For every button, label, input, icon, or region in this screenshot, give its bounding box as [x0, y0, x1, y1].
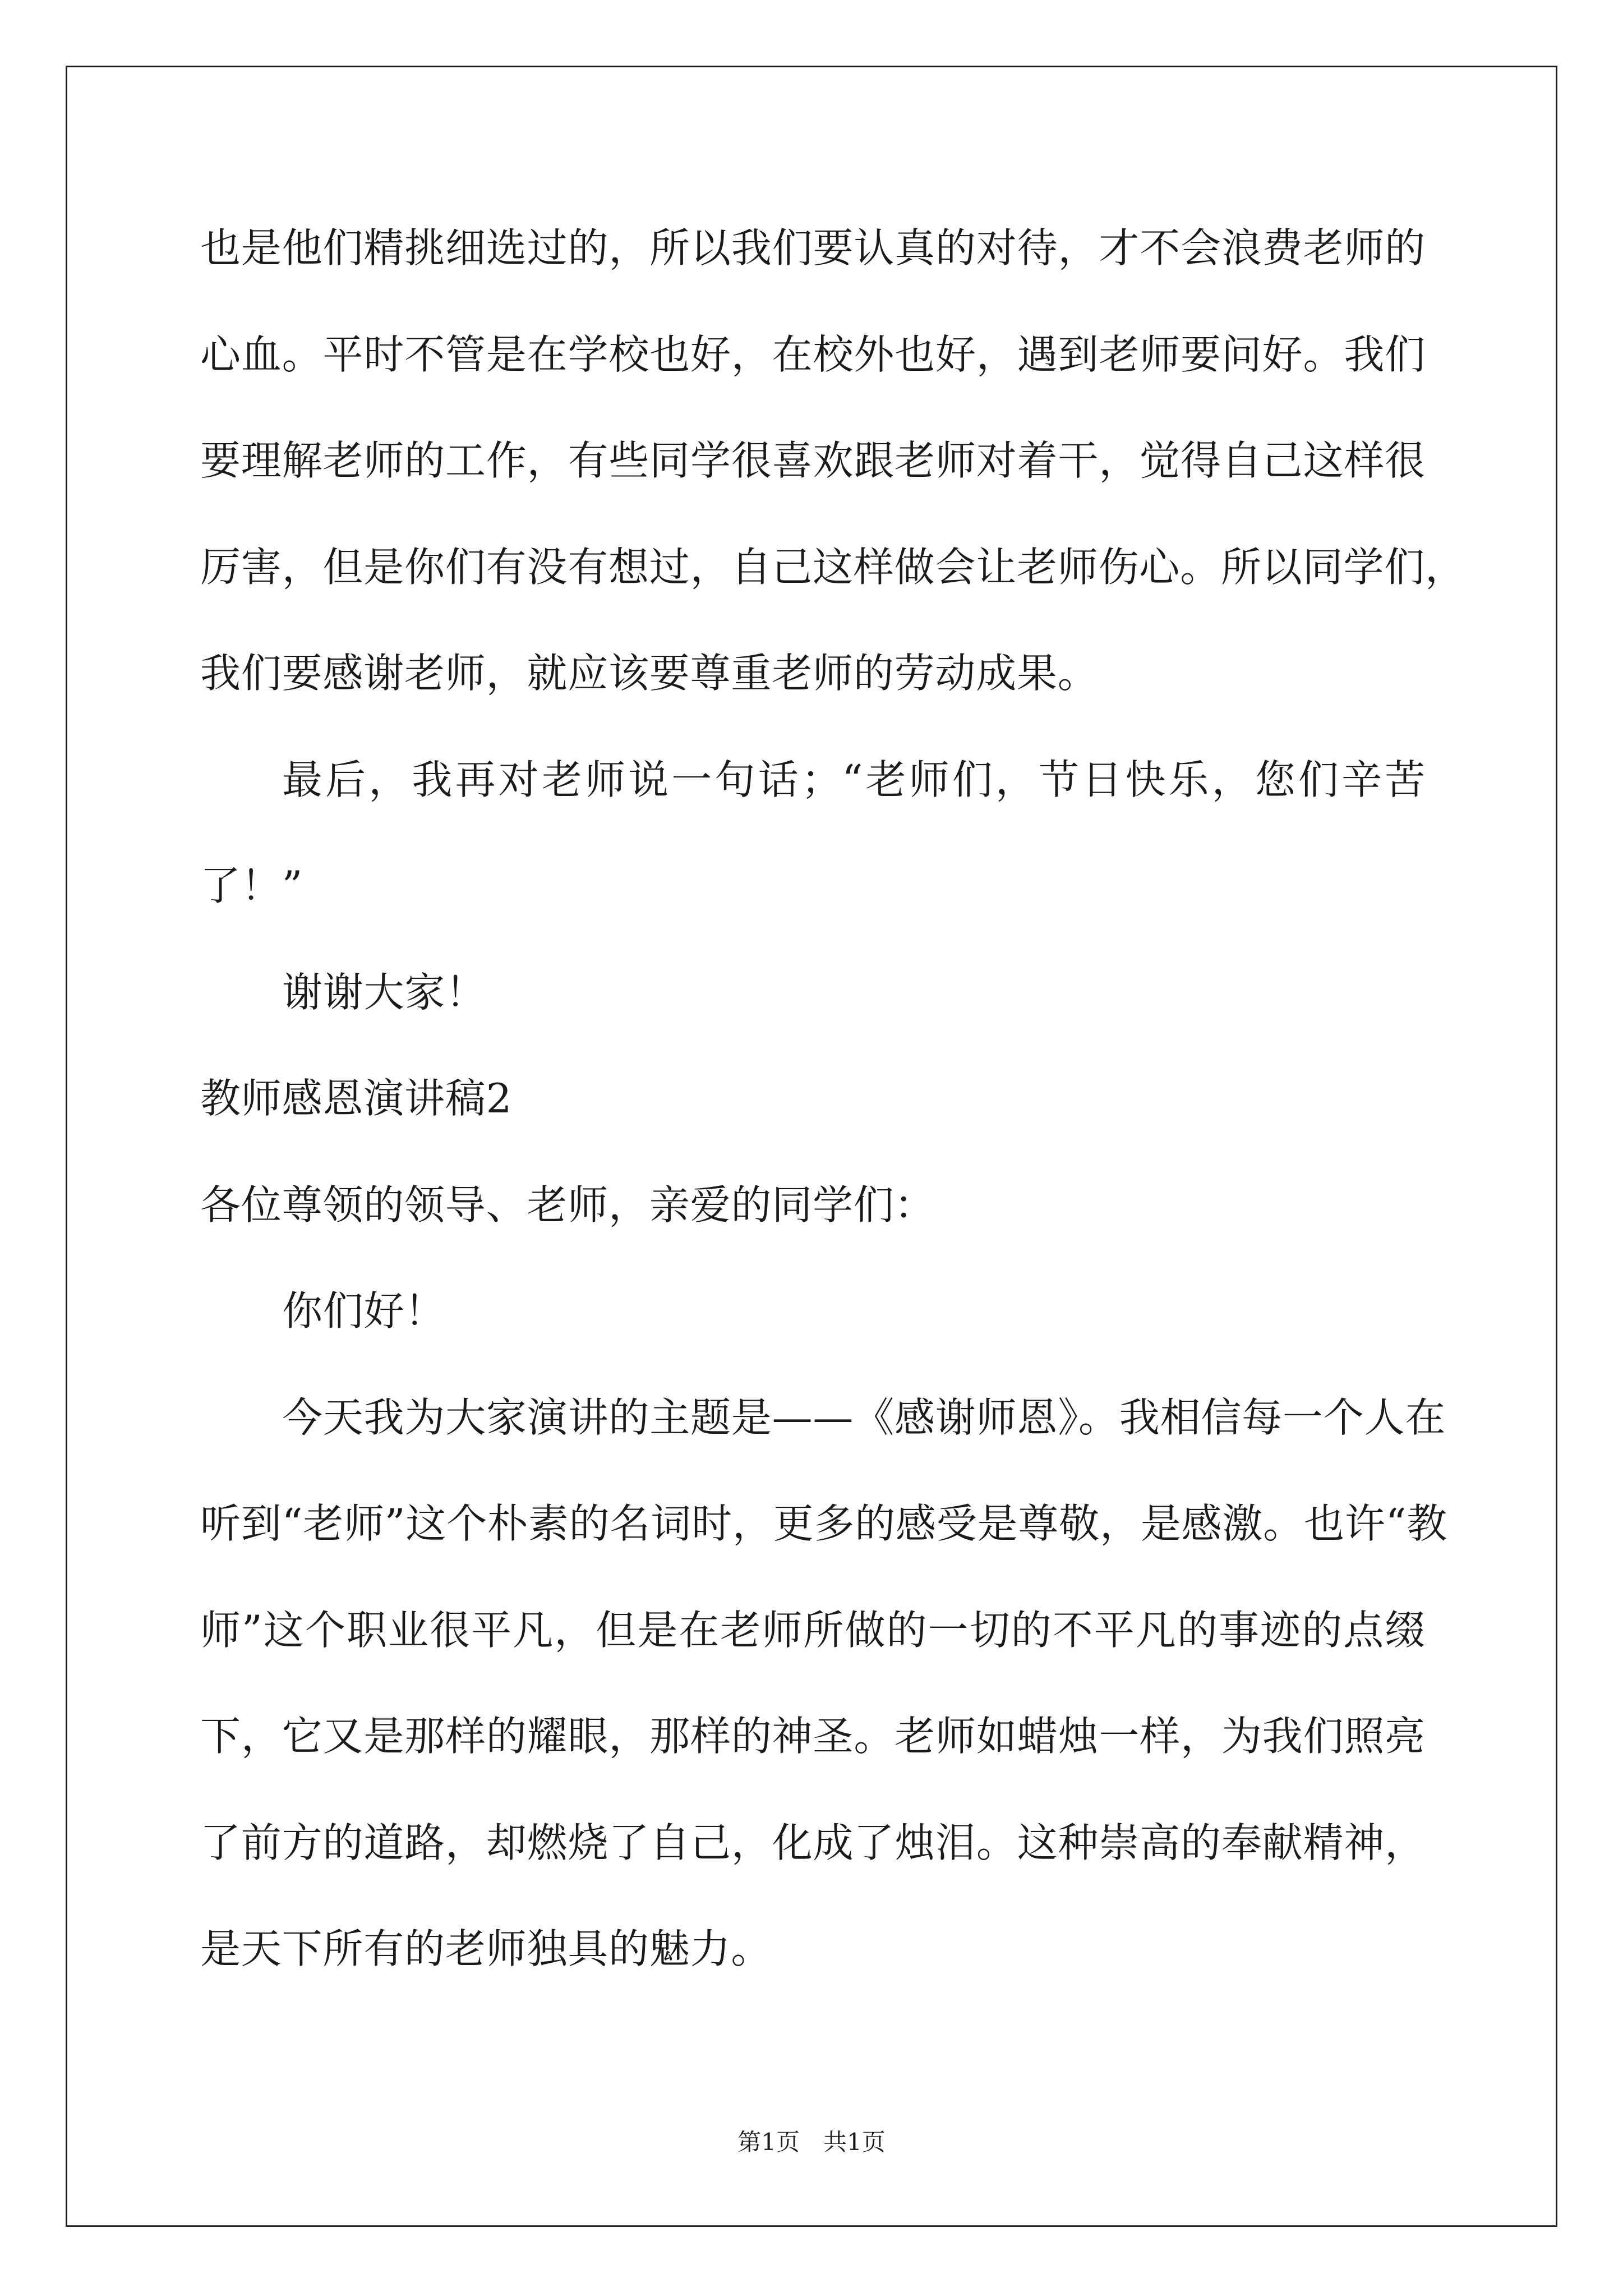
paragraph-line: 师”这个职业很平凡，但是在老师所做的一切的不平凡的事迹的点缀 — [200, 1606, 1426, 1654]
paragraph-line: 我们要感谢老师，就应该要尊重老师的劳动成果。 — [200, 650, 1099, 697]
page-number-total: 共1页 — [823, 2128, 886, 2156]
salutation: 各位尊领的领导、老师，亲爱的同学们： — [200, 1181, 935, 1228]
paragraph-line: 要理解老师的工作，有些同学很喜欢跟老师对着干，觉得自己这样很 — [200, 437, 1426, 484]
page-footer — [0, 2128, 1623, 2156]
paragraph-line: 下，它又是那样的耀眼，那样的神圣。老师如蜡烛一样，为我们照亮 — [200, 1713, 1426, 1760]
paragraph-line: 是天下所有的老师独具的魅力。 — [200, 1925, 772, 1972]
paragraph-line: 听到“老师”这个朴素的名词时，更多的感受是尊敬，是感激。也许“教 — [200, 1500, 1448, 1547]
page-number-current: 第1页 — [737, 2128, 800, 2156]
greeting: 你们好！ — [282, 1287, 446, 1335]
thanks-line: 谢谢大家！ — [282, 968, 487, 1016]
section-title: 教师感恩演讲稿2 — [200, 1075, 513, 1122]
paragraph-line: 了！” — [200, 862, 303, 909]
paragraph-line: 了前方的道路，却燃烧了自己，化成了烛泪。这种崇高的奉献精神， — [200, 1819, 1426, 1866]
paragraph-line: 心血。平时不管是在学校也好，在校外也好，遇到老师要问好。我们 — [200, 330, 1426, 378]
paragraph-line: 也是他们精挑细选过的，所以我们要认真的对待，才不会浪费老师的 — [200, 224, 1426, 272]
paragraph-line: 今天我为大家演讲的主题是——《感谢师恩》。我相信每一个人在 — [282, 1393, 1446, 1441]
document-body — [200, 195, 1466, 2003]
paragraph-line: 厉害，但是你们有没有想过，自己这样做会让老师伤心。所以同学们， — [200, 543, 1466, 591]
paragraph-line: 最后，我再对老师说一句话；“老师们，节日快乐，您们辛苦 — [282, 756, 1426, 803]
